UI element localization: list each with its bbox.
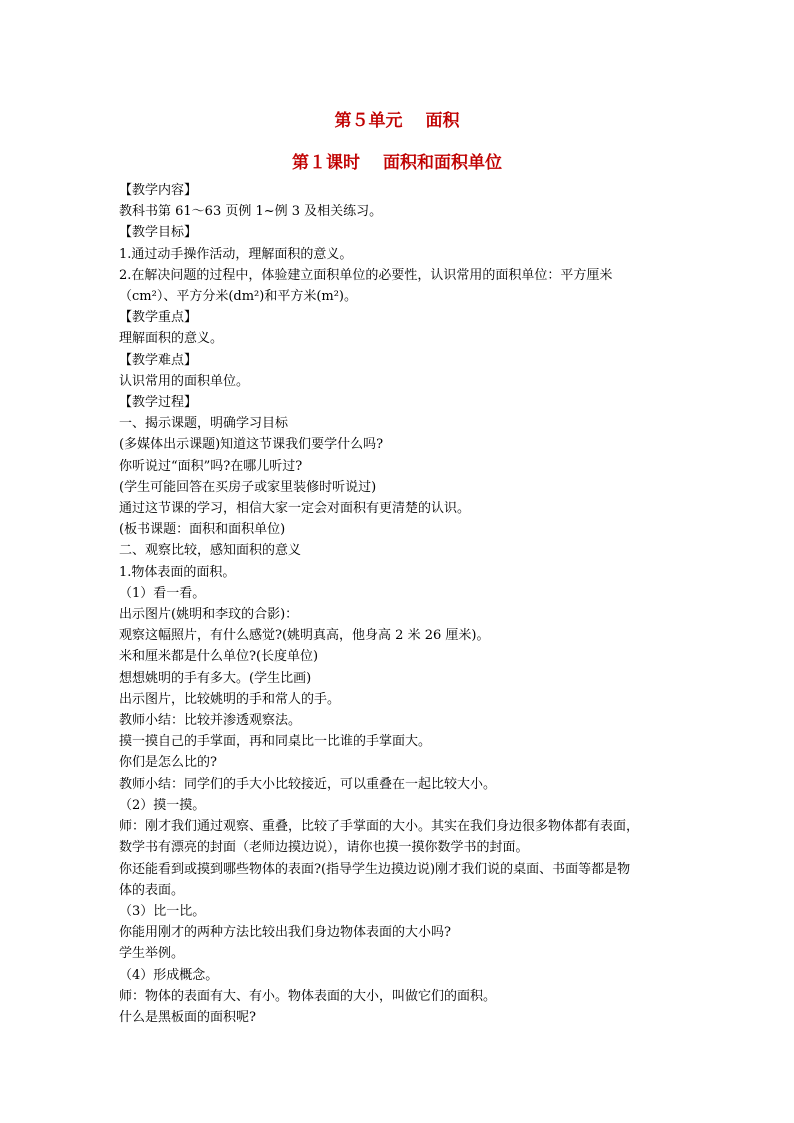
text-line: 摸一摸自己的手掌面，再和同桌比一比谁的手掌面大。 [119,734,432,750]
text-line: 你听说过“面积”吗?在哪儿听过? [119,458,303,474]
text-line: (多媒体出示课题)知道这节课我们要学什么吗? [119,437,384,453]
text-line: 出示图片(姚明和李玟的合影)： [119,607,299,623]
text-line: 1.物体表面的面积。 [119,564,236,580]
text-line: 通过这节课的学习，相信大家一定会对面积有更清楚的认识。 [119,501,471,517]
text-line: 数学书有漂亮的封面（老师边摸边说），请你也摸一摸你数学书的封面。 [119,840,529,856]
text-line: 一、揭示课题，明确学习目标 [119,416,289,432]
text-line: 认识常用的面积单位。 [119,373,250,389]
text-line: 学生举例。 [119,946,185,962]
text-line: 2.在解决问题的过程中，体验建立面积单位的必要性，认识常用的面积单位：平方厘米 [119,267,613,283]
text-line: （4）形成概念。 [119,967,219,983]
lesson-title: 第１课时 面积和面积单位 [292,153,502,173]
text-line: 你还能看到或摸到哪些物体的表面?(指导学生边摸边说)刚才我们说的桌面、书面等都是物 [119,861,631,877]
text-line: （1）看一看。 [119,585,206,601]
text-line: （3）比一比。 [119,903,206,919]
section-heading-objectives: 【教学目标】 [119,225,198,241]
text-line: 体的表面。 [119,882,185,898]
text-line: 米和厘米都是什么单位?(长度单位) [119,649,319,665]
section-heading-difficulty: 【教学难点】 [119,352,198,368]
text-line: （2）摸一摸。 [119,797,206,813]
text-line: 你们是怎么比的? [119,755,217,771]
text-line: 教科书第 61～63 页例 1~例 3 及相关练习。 [119,204,383,220]
text-line: 你能用刚才的两种方法比较出我们身边物体表面的大小吗? [119,925,451,941]
text-line: 师：物体的表面有大、有小。物体表面的大小，叫做它们的面积。 [119,988,497,1004]
text-line: 1.通过动手操作活动，理解面积的意义。 [119,246,353,262]
text-line: 观察这幅照片，有什么感觉?(姚明真高，他身高 2 米 26 厘米)。 [119,628,490,644]
section-heading-content: 【教学内容】 [119,183,198,198]
text-line: 师：刚才我们通过观察、重叠，比较了手掌面的大小。其实在我们身边很多物体都有表面， [119,819,640,835]
unit-title: 第５单元 面积 [334,111,460,131]
text-line: 出示图片，比较姚明的手和常人的手。 [119,691,341,707]
text-line: 什么是黑板面的面积呢? [119,1009,256,1025]
document-body [119,180,681,1028]
text-line: 教师小结：比较并渗透观察法。 [119,713,302,729]
text-line: （cm²）、平方分米(dm²)和平方米(m²)。 [119,289,358,305]
text-line: 想想姚明的手有多大。(学生比画) [119,670,312,686]
text-line: 教师小结：同学们的手大小比较接近，可以重叠在一起比较大小。 [119,776,497,792]
text-line: 理解面积的意义。 [119,331,224,347]
section-heading-key-point: 【教学重点】 [119,310,198,326]
text-line: (板书课题：面积和面积单位) [119,522,286,538]
text-line: (学生可能回答在买房子或家里装修时听说过) [119,479,377,495]
section-heading-process: 【教学过程】 [119,395,198,411]
text-line: 二、观察比较，感知面积的意义 [119,543,302,559]
